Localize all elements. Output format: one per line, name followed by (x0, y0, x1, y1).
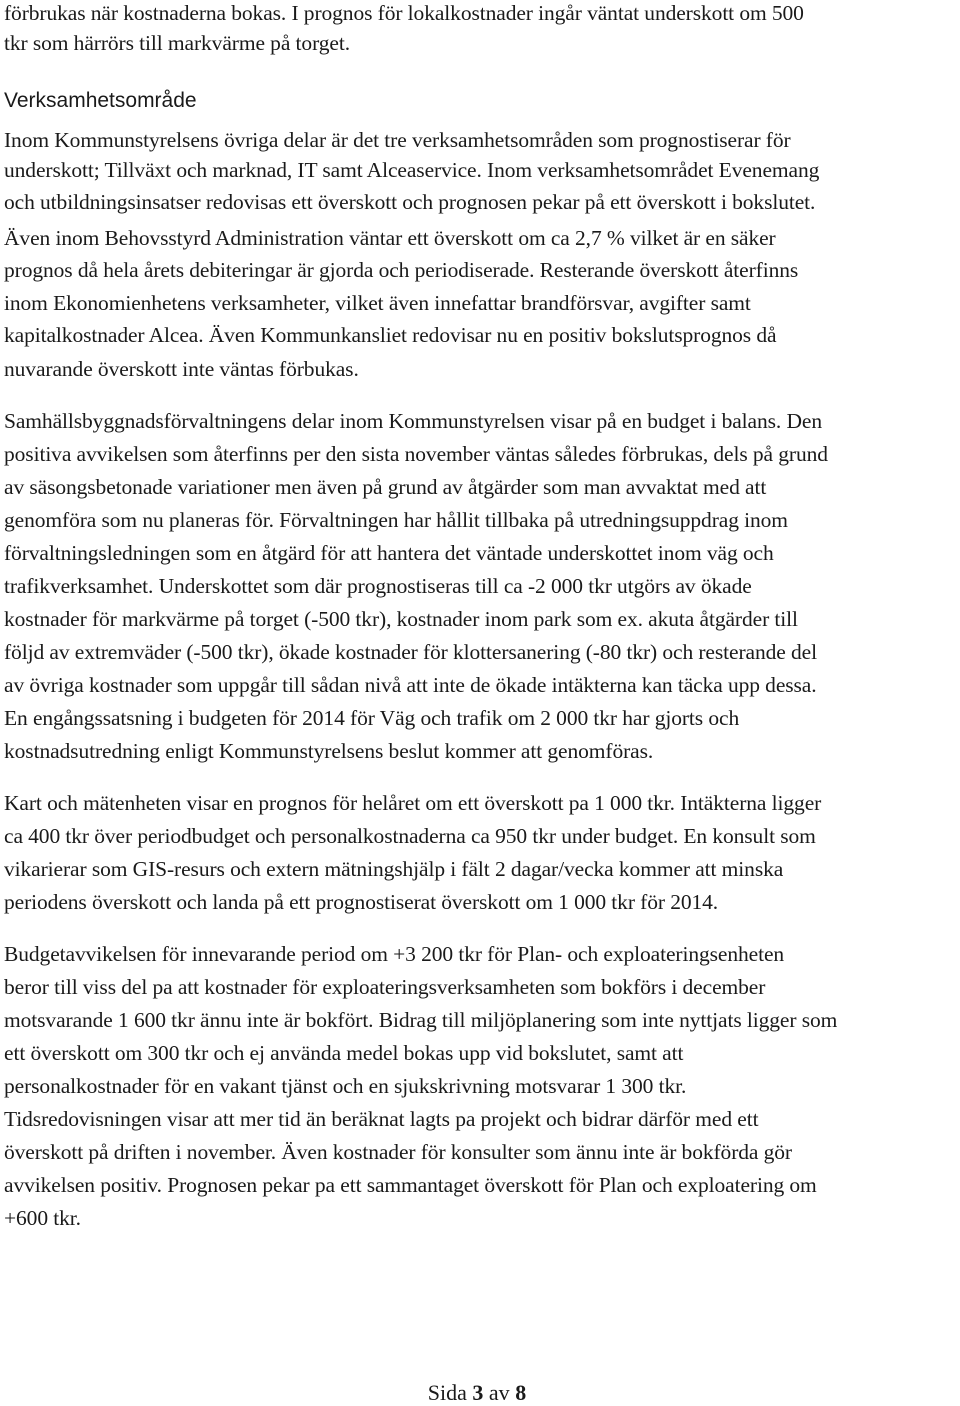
text-line: följd av extremväder (-500 tkr), ökade kostnader för klottersanering (-80 tkr) och resterande del (4, 640, 817, 664)
text-line: +600 tkr. (4, 1206, 81, 1230)
text-line: Tidsredovisningen visar att mer tid än beräknat lagts pa projekt och bidrar därför med ett (4, 1107, 759, 1131)
text-line: av säsongsbetonade variationer men även på grund av åtgärder som man avvaktat med att (4, 475, 767, 499)
text-line: och utbildningsinsatser redovisas ett överskott och prognosen pekar på ett överskott i bokslutet. (4, 190, 816, 214)
text-line: En engångssatsning i budgeten för 2014 för Väg och trafik om 2 000 tkr har gjorts och (4, 706, 740, 730)
page-number-prefix: Sida (427, 1380, 473, 1405)
text-line: genomföra som nu planeras för. Förvaltningen har hållit tillbaka på utredningsuppdrag inom (4, 508, 788, 532)
text-line: förvaltningsledningen som en åtgärd för att hantera det väntade underskottet inom väg och (4, 541, 774, 565)
text-line: kostnader för markvärme på torget (-500 tkr), kostnader inom park som ex. akuta åtgärder till (4, 607, 798, 631)
text-line: underskott; Tillväxt och marknad, IT samt Alceaservice. Inom verksamhetsområdet Evenemang (4, 158, 820, 182)
text-line: Även inom Behovsstyrd Administration väntar ett överskott om ca 2,7 % vilket är en säker (4, 226, 776, 250)
text-line: Budgetavvikelsen för innevarande period om +3 200 tkr för Plan- och exploateringsenheten (4, 942, 785, 966)
text-line: personalkostnader för en vakant tjänst och en sjukskrivning motsvarar 1 300 tkr. (4, 1074, 687, 1098)
text-line: motsvarande 1 600 tkr ännu inte är bokfört. Bidrag till miljöplanering som inte nyttjats ligger som (4, 1008, 838, 1032)
text-line: vikarierar som GIS-resurs och extern mätningshjälp i fält 2 dagar/vecka kommer att minska (4, 857, 784, 881)
page-number-separator: av (483, 1380, 516, 1405)
text-line: avvikelsen positiv. Prognosen pekar pa ett sammantaget överskott för Plan och exploatering om (4, 1173, 817, 1197)
text-line: trafikverksamhet. Underskottet som där prognostiseras till ca -2 000 tkr utgörs av ökade (4, 574, 752, 598)
text-line: överskott på driften i november. Även kostnader för konsulter som ännu inte är bokförda gör (4, 1140, 792, 1164)
page-number (4, 1380, 950, 1406)
text-line: Samhällsbyggnadsförvaltningens delar inom Kommunstyrelsen visar på en budget i balans. Den (4, 409, 822, 433)
text-line: ett överskott om 300 tkr och ej använda medel bokas upp vid bokslutet, samt att (4, 1041, 684, 1065)
text-line: kostnadsutredning enligt Kommunstyrelsens beslut kommer att genomföras. (4, 739, 654, 763)
total-pages: 8 (515, 1380, 527, 1405)
text-line: inom Ekonomienhetens verksamheter, vilket även innefattar brandförsvar, avgifter samt (4, 291, 751, 315)
section-heading: Verksamhetsområde (4, 89, 197, 112)
text-line: positiva avvikelsen som återfinns per den sista november väntas således förbrukas, dels på grund (4, 442, 828, 466)
text-line: Kart och mätenheten visar en prognos för helåret om ett överskott pa 1 000 tkr. Intäkterna ligger (4, 791, 822, 815)
text-line: nuvarande överskott inte väntas förbukas. (4, 357, 359, 381)
text-line: Inom Kommunstyrelsens övriga delar är det tre verksamhetsområden som prognostiserar för (4, 128, 791, 152)
text-line: periodens överskott och landa på ett prognostiserat överskott om 1 000 tkr för 2014. (4, 890, 719, 914)
text-line: ca 400 tkr över periodbudget och personalkostnaderna ca 950 tkr under budget. En konsult som (4, 824, 816, 848)
text-line: prognos då hela årets debiteringar är gjorda och periodiserade. Resterande överskott återfinns (4, 258, 799, 282)
text-line: kapitalkostnader Alcea. Även Kommunkansliet redovisar nu en positiv bokslutsprognos då (4, 323, 777, 347)
text-line: förbrukas när kostnaderna bokas. I prognos för lokalkostnader ingår väntat underskott om 500 (4, 1, 804, 25)
text-line: tkr som härrörs till markvärme på torget. (4, 31, 350, 55)
current-page: 3 (472, 1380, 484, 1405)
text-line: beror till viss del pa att kostnader för exploateringsverksamheten som bokförs i december (4, 975, 766, 999)
text-line: av övriga kostnader som uppgår till sådan nivå att inte de ökade intäkterna kan täcka upp dessa. (4, 673, 817, 697)
document-page (4, 0, 950, 1405)
